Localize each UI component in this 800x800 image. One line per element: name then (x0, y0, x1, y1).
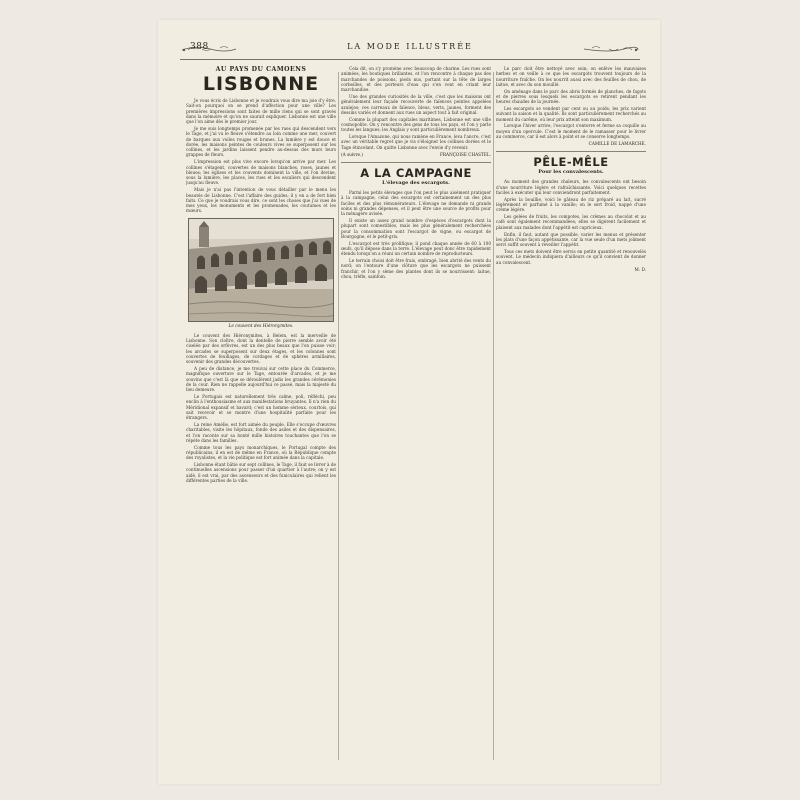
paragraph: A peu de distance, je me trouvai sur cette place du Commerce, magnifique ouverture sur le Tage, entourée d'arcades, et je me souvins que c'est là que se déroulèrent jadis les grandes cérémonies de la cour. Rien ne rappelle aujourd'hui ce passé, mais la majesté du lieu demeure. (186, 366, 336, 393)
signature-note: (A suivre.) (341, 151, 363, 157)
paragraph: Comme la plupart des capitales maritimes, Lisbonne est une ville cosmopolite. On y rencontre des gens de tous les pays, et l'on y parle toutes les langues; les Anglais y sont particulièrement nombreux. (341, 116, 491, 133)
paragraph: Après la bouillie, voici le gâteau de riz préparé au lait, sucré légèrement et parfumé à la vanille; on le sert froid, nappé d'une crème légère. (496, 196, 646, 213)
magazine-title: LA MODE ILLUSTRÉE (347, 42, 473, 51)
author-signature: CAMILLE DE LAMARCHE. (588, 141, 646, 147)
cloister-illustration (188, 218, 334, 322)
paragraph: Cela dit, on s'y promène avec beaucoup de charme. Les rues sont animées, les boutiques brillantes, et l'on rencontre à chaque pas des marchandes de poissons, pieds nus, portant sur la tête de larges corbeilles, et des porteurs d'eau qui s'en vont en criant leur marchandise. (341, 66, 491, 93)
paragraph: La reine Amélie, est fort aimée du peuple. Elle s'occupe d'œuvres charitables, visite les hôpitaux, fonde des asiles et des dispensaires, et l'on raconte sur sa bonté mille histoires touchantes que l'on se répète dans les familles. (186, 421, 336, 443)
paragraph: Lorsque l'hiver arrive, l'escargot s'enterre et ferme sa coquille au moyen d'un opercule. C'est le moment de le ramasser pour le livrer au commerce, car il est alors à point et se conserve longtemps. (496, 123, 646, 140)
article-kicker: AU PAYS DU CAMOËNS (215, 66, 307, 73)
paragraph: L'impression est plus vive encore lorsqu'on arrive par mer. Les collines s'étagent, couvertes de maisons blanches, roses, jaunes et bleues; les églises et les couvents dominent la ville, et l'on devine, sous la lumière, les places, les rues et les escaliers qui descendent jusqu'au fleuve. (186, 159, 336, 186)
paragraph: Enfin, il faut, autant que possible, varier les menus et présenter les plats d'une façon appétissante, car la vue seule d'un mets joliment servi suffit souvent à réveiller l'appétit. (496, 231, 646, 248)
article-body (496, 179, 646, 264)
paragraph: Le parc doit être nettoyé avec soin; on enlève les mauvaises herbes et on veille à ce que les escargots trouvent toujours de la nourriture fraîche. On les nourrit aussi avec des feuilles de chou, de laitue, et avec du son mouillé. (496, 66, 646, 87)
paragraph: Il existe un assez grand nombre d'espèces d'escargots dont la plupart sont comestibles, mais les plus généralement recherchées pour la consommation sont l'escargot de vigne, ou escargot de Bourgogne, et le petit-gris. (341, 217, 491, 239)
paragraph: Le couvent des Hiéronymites, à Belem, est la merveille de Lisbonne. Son cloître, dont la dentelle de pierre semble avoir été ciselée par des orfèvres, est un des plus beaux que l'on puisse voir; les arcades se superposent sur deux étages, et les colonnes sont couvertes de feuillages, de cordages et de sphères armillaires, souvenir des grandes découvertes. (186, 332, 336, 365)
article-title: LISBONNE (202, 73, 320, 95)
section-subtitle: Pour les convalescents. (538, 169, 604, 176)
paragraph: Comme tous les pays monarchiques, le Portugal compte des républicains; il en est de même en France, où la République compte des royalistes, et la vie politique est fort animée dans la capitale. (186, 444, 336, 461)
paragraph: On aménage dans le parc des abris formés de planches, de fagots et de pierres sous lesquels les escargots se retirent pendant les heures chaudes de la journée. (496, 88, 646, 105)
section-subtitle: L'élevage des escargots. (382, 179, 450, 186)
paragraph: Je me suis longtemps promenée par les rues qui descendent vers le Tage, et j'ai vu le fleuve s'étendre au loin comme une mer, couvert de barques aux voiles rouges et brunes. La lumière y est douce et dorée, les maisons peintes de couleurs vives se superposent sur les collines, et les jardins laissent pendre au-dessus des murs leurs grappes de fleurs. (186, 125, 336, 158)
column-2 (341, 66, 491, 766)
article-body-continued (341, 66, 491, 150)
paragraph: Au moment des grandes chaleurs, les convalescents ont besoin d'une nourriture légère et rafraîchissante. Voici quelques recettes faciles à exécuter qui leur conviendront parfaitement. (496, 179, 646, 195)
page-number: 388 (190, 42, 209, 52)
paragraph: Parmi les petits élevages que l'on peut le plus aisément pratiquer à la campagne, celui des escargots est certainement un des plus faciles et des plus rémunérateurs. L'élevage ne demande ni grands soins ni grandes dépenses, et il peut être une source de profits pour la ménagère avisée. (341, 189, 491, 217)
author-signature (341, 152, 491, 157)
paragraph: Le terrain choisi doit être frais, ombragé, bien abrité des vents du nord; on l'entoure d'une clôture que les escargots ne puissent franchir, et l'on y sème des plantes dont ils se nourrissent: laitue, chou, trèfle, sainfoin. (341, 258, 491, 279)
column-3 (496, 66, 646, 766)
section-title: PÊLE-MÊLE (533, 155, 609, 170)
column-divider (338, 72, 339, 760)
page-header (180, 41, 640, 57)
paragraph: Le Portugais est naturellement très calme, poli, réfléchi, peu enclin à l'enthousiasme et aux manifestations bruyantes. Il n'a rien du Méridional expansif et bavard; c'est un homme sérieux, courtois, qui sait recevoir et se montre d'une hospitalité parfaite pour les étrangers. (186, 394, 336, 421)
article-body (341, 190, 491, 279)
section-divider (341, 162, 491, 163)
right-ornament-icon (582, 44, 640, 54)
section-title: A LA CAMPAGNE (360, 165, 472, 180)
column-divider (493, 72, 494, 760)
paragraph: Les escargots se vendent par cent ou au poids; les prix varient suivant la saison et la qualité. Ils sont particulièrement recherchés au moment du carême, où leur prix atteint son maximum. (496, 106, 646, 122)
paragraph: L'escargot est très prolifique; il pond chaque année de 60 à 100 œufs, qu'il dépose dans la terre. L'élevage peut donc être rapidement étendu lorsqu'on a réuni un certain nombre de reproducteurs. (341, 240, 491, 257)
author-signature: M. D. (634, 266, 646, 272)
paragraph: Lisbonne étant bâtie sur sept collines, le Tage, il faut se livrer à de continuelles ascensions pour passer d'un quartier à l'autre; on y est aidé, il est vrai, par des ascenseurs et des funiculaires qui relient les différentes parties de la ville. (186, 462, 336, 483)
column-1 (186, 66, 336, 766)
section-divider (496, 151, 646, 152)
image-caption: Le couvent des Hiéronymites. (228, 323, 294, 329)
paragraph: Mais je n'ai pas l'intention de vous détailler par le menu les beautés de Lisbonne. C'est l'affaire des guides; il y en a de fort bien faits. Ce que je voudrais vous dire, ce sont les choses que j'ai vues de mes yeux, les monuments et les promenades, les coutumes et les mœurs. (186, 187, 336, 214)
article-body (186, 98, 336, 214)
paragraph: Tous ces mets doivent être servis en petite quantité et renouvelés souvent. Le médecin indiquera d'ailleurs ce qu'il convient de donner au convalescent. (496, 248, 646, 265)
header-rule (180, 59, 640, 60)
magazine-page (158, 20, 660, 784)
paragraph: Les gelées de fruits, les compotes, les crèmes au chocolat et au café sont également recommandées; elles se digèrent facilement et plaisent aux malades dont l'appétit est capricieux. (496, 214, 646, 230)
article-body-continued (186, 333, 336, 484)
paragraph: Lorsque l'Amazone, qui nous ramène en France, leva l'ancre, c'est avec un véritable regret que je vis s'éloigner les collines dorées et le Tage étincelant. On quitte Lisbonne avec l'envie d'y revenir. (341, 134, 491, 150)
paragraph: Je vous écris de Lisbonne et je voudrais vous dire ma joie d'y être. Sait-on pourquoi on se prend d'affection pour une ville? Les premières impressions sont faites de mille riens qui se sont gravés dans la mémoire et qu'on ne saurait expliquer. Lisbonne est une ville que l'on aime dès le premier jour. (186, 98, 336, 125)
author-name: FRANÇOISE CHASTEL. (439, 151, 491, 157)
paragraph: Une des grandes curiosités de la ville, c'est que les maisons ont généralement leur façade recouverte de faïences peintes appelées azulejos; ces carreaux de faïence, bleus, verts, jaunes, forment des dessins variés et donnent aux rues un aspect tout à fait original. (341, 93, 491, 115)
article-body-continued (496, 66, 646, 139)
